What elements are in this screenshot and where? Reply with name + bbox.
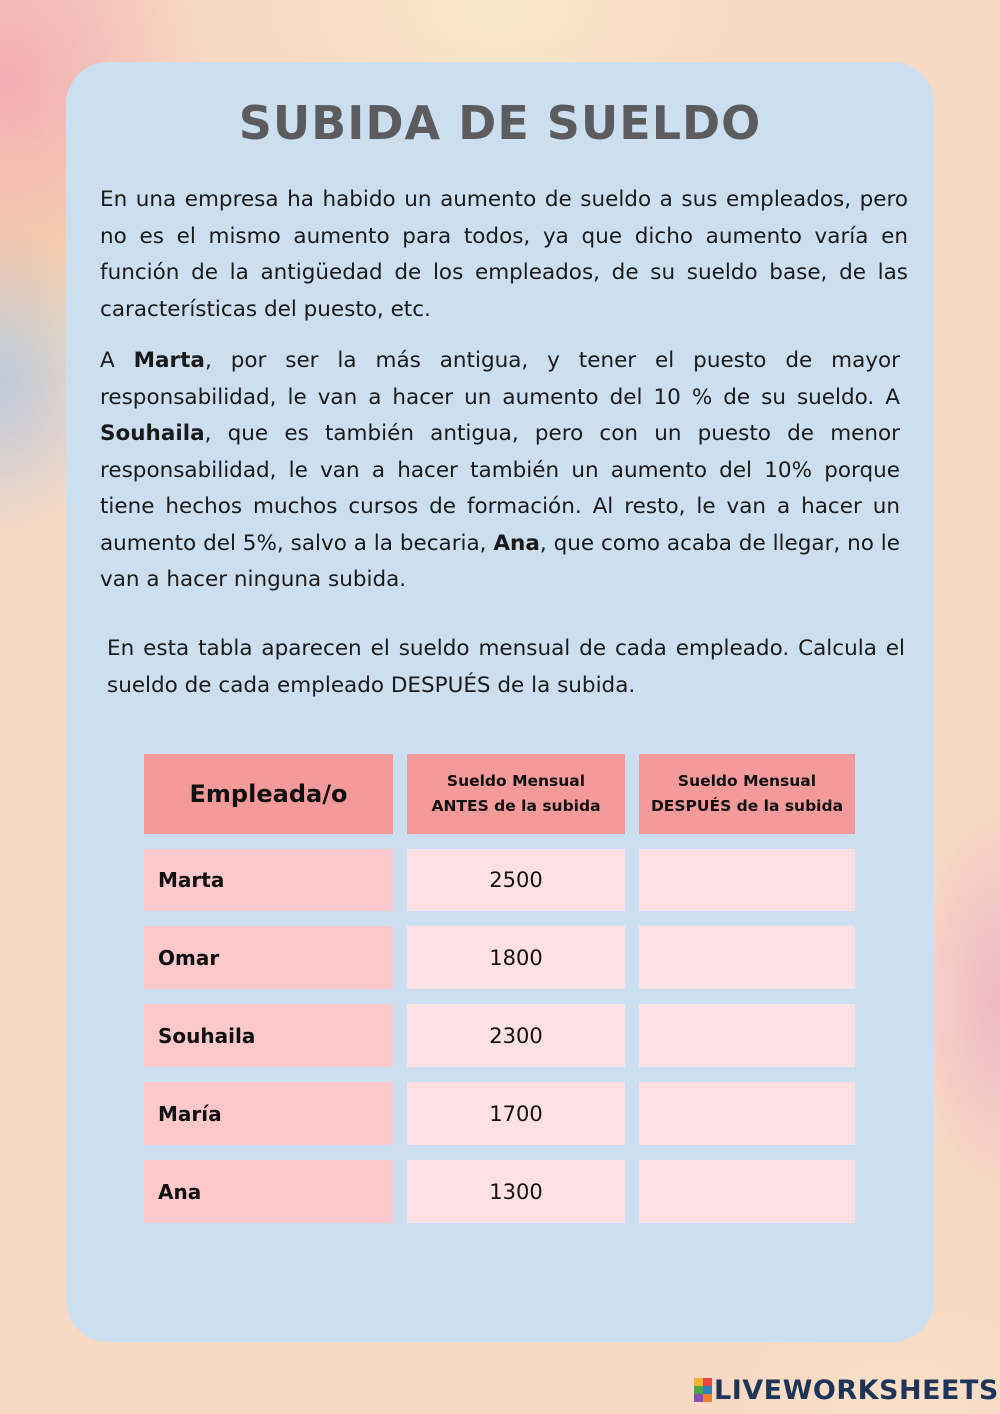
name-ana: Ana: [493, 530, 540, 556]
header-after: Sueldo Mensual DESPUÉS de la subida: [639, 754, 855, 834]
row-name: Marta: [144, 849, 393, 911]
liveworksheets-brand[interactable]: [694, 1374, 999, 1406]
row-before-salary: 2300: [407, 1004, 625, 1067]
name-marta: Marta: [133, 348, 205, 373]
row-name: Omar: [144, 926, 393, 989]
row-name: María: [144, 1082, 393, 1145]
answer-input-maria[interactable]: [639, 1082, 855, 1145]
instructions-line-1: En esta tabla aparecen el sueldo mensual de cada empleado.: [107, 636, 790, 661]
row-name: Souhaila: [144, 1004, 393, 1067]
answer-input-ana[interactable]: [639, 1160, 855, 1223]
details-paragraph: A Marta, por ser la más antigua, y tener el puesto de mayor responsabilidad, le van a hacer un aumento del 10 % de su sueldo. A Souhaila, que es también antigua, pero con un puesto de menor responsabilidad, le van a hacer también un aumento del 10% porque tiene hechos muchos cursos de formación. Al resto, le van a hacer un aumento del 5%, salvo a la becaria, Ana, que como acaba de llegar, no le van a hacer ninguna subida.: [100, 348, 901, 592]
instructions-paragraph: [107, 631, 905, 704]
intro-paragraph: En una empresa ha habido un aumento de sueldo a sus empleados, pero no es el mismo aumento para todos, ya que dicho aumento varía en función de la antigüedad de los empleados, de su sueldo base, de las características del puesto, etc.: [100, 187, 908, 322]
row-name: Ana: [144, 1160, 393, 1223]
name-souhaila: Souhaila: [100, 421, 205, 446]
liveworksheets-logo-icon: [694, 1378, 712, 1402]
instructions-line-2: Calcula el sueldo de cada empleado DESPUÉS de la subida.: [107, 636, 906, 698]
row-before-salary: 1700: [407, 1082, 625, 1145]
answer-input-souhaila[interactable]: [639, 1004, 855, 1067]
page-title: SUBIDA DE SUELDO: [238, 96, 762, 150]
row-before-salary: 1800: [407, 926, 625, 989]
row-before-salary: 1300: [407, 1160, 625, 1223]
header-before: Sueldo Mensual ANTES de la subida: [407, 754, 625, 834]
answer-input-omar[interactable]: [639, 926, 855, 989]
answer-input-marta[interactable]: [639, 849, 855, 911]
row-before-salary: 2500: [407, 849, 625, 911]
brand-text: LIVEWORKSHEETS: [714, 1374, 999, 1406]
header-employee: Empleada/o: [144, 754, 393, 834]
